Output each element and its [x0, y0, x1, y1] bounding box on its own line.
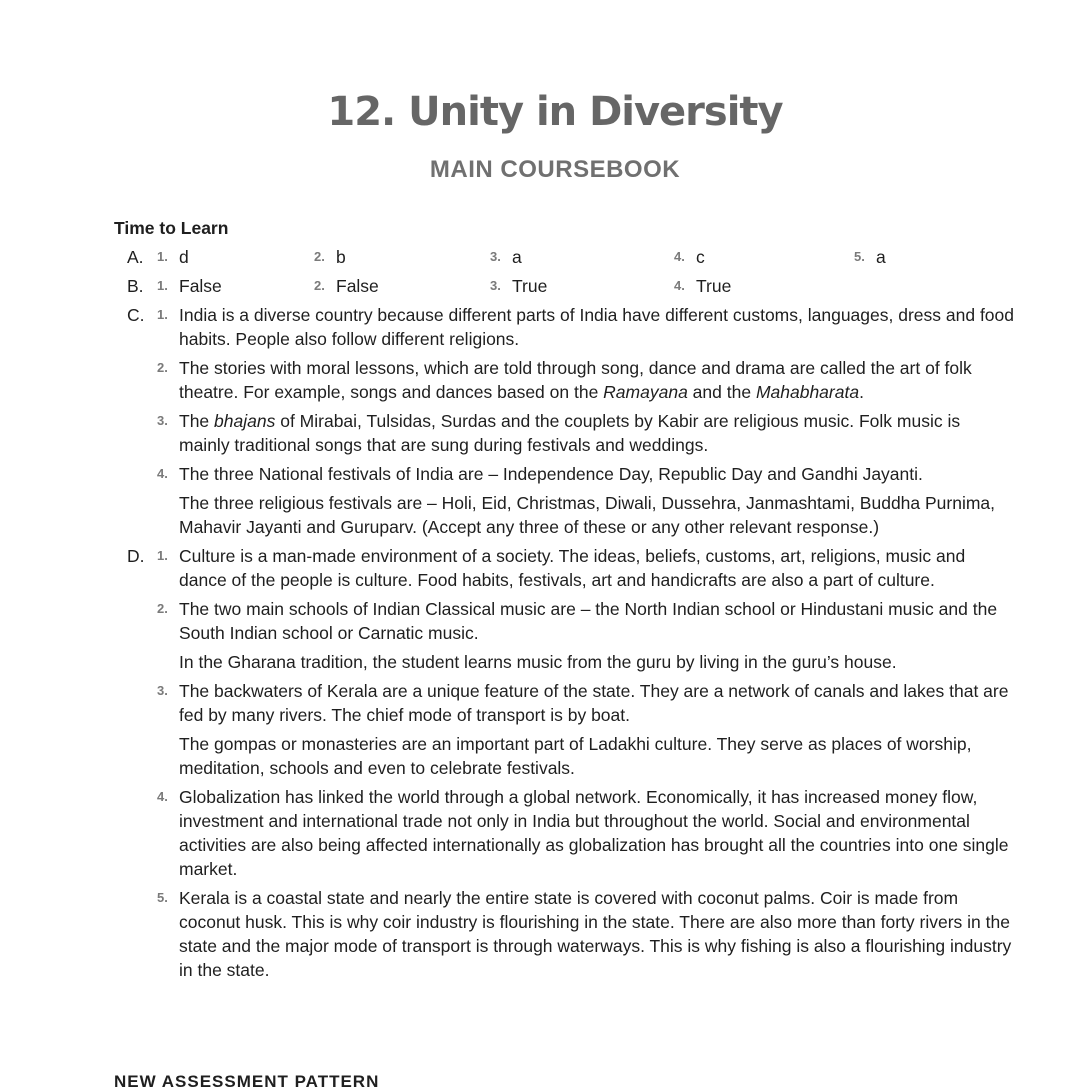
answer-item: [674, 274, 876, 298]
item-number: 2.: [157, 601, 168, 616]
section-heading: Time to Learn: [114, 218, 229, 238]
answer-text: c: [696, 247, 705, 267]
item-number: 2.: [157, 360, 168, 375]
exercise-b-answers: [157, 274, 1014, 298]
item-number: 4.: [674, 278, 685, 293]
answer-item: [157, 886, 1014, 982]
answer-text: The two main schools of Indian Classical music are – the North Indian school or Hindustani music and the South Indian school or Carnatic music.: [179, 599, 998, 643]
item-number: 4.: [157, 789, 168, 804]
exercise-c: [114, 303, 1014, 539]
item-number: 1.: [157, 249, 168, 264]
answer-text: b: [336, 247, 346, 267]
answer-item: [314, 245, 512, 269]
answer-text: Kerala is a coastal state and nearly the entire state is covered with coconut palms. Coir is made from coconut husk. This is why coir industry is flourishing in the state. There are also more than forty rivers in the state and the major mode of transport is through waterways. This is why fishing is also a flourishing industry in the state.: [179, 888, 1012, 980]
answer-item: [490, 245, 696, 269]
item-number: 2.: [314, 249, 325, 264]
answer-text: India is a diverse country because different parts of India have different customs, languages, dress and food habits. People also follow different religions.: [179, 305, 1015, 349]
item-number: 3.: [157, 413, 168, 428]
exercise-c-letter: C.: [127, 305, 145, 325]
answer-text: False: [336, 276, 379, 296]
exercise-b: [114, 274, 1014, 298]
answer-text: a: [512, 247, 522, 267]
answer-item: [157, 303, 1015, 351]
item-number: 3.: [490, 249, 501, 264]
text-run: and the: [687, 382, 756, 402]
answer-item: [490, 274, 696, 298]
emphasis-text: Mahabharata: [755, 382, 860, 402]
answer-text: The three National festivals of India are – Independence Day, Republic Day and Gandhi Jayanti.: [179, 464, 923, 484]
answer-item: [157, 597, 1014, 674]
exercise-a: [114, 245, 1014, 269]
page-title: 12. Unity in Diversity: [327, 89, 783, 135]
emphasis-text: bhajans: [214, 411, 276, 431]
item-number: 5.: [854, 249, 865, 264]
answer-item: [157, 245, 336, 269]
item-number: 3.: [490, 278, 501, 293]
answer-text: The backwaters of Kerala are a unique feature of the state. They are a network of canals and lakes that are fed by many rivers. The chief mode of transport is by boat.: [179, 681, 1009, 725]
item-number: 1.: [157, 307, 168, 322]
exercise-a-letter: A.: [127, 247, 144, 267]
item-number: 1.: [157, 278, 168, 293]
answer-item: [674, 245, 876, 269]
page-subtitle: MAIN COURSEBOOK: [429, 156, 681, 183]
next-section-heading: NEW ASSESSMENT PATTERN: [114, 1072, 380, 1091]
answer-item: [157, 679, 1014, 780]
answer-item: [157, 356, 1014, 404]
answer-item: [157, 462, 1014, 539]
answer-text: [179, 356, 1014, 404]
answer-paragraph: The three religious festivals are – Holi, Eid, Christmas, Diwali, Dussehra, Janmashtami, Buddha Purnima, Mahavir Jayanti and Guruparv. (Accept any three of these or any other relevant response.): [179, 493, 996, 537]
item-number: 1.: [157, 548, 168, 563]
item-number: 4.: [674, 249, 685, 264]
answer-text: Globalization has linked the world through a global network. Economically, it has increased money flow, investment and international trade not only in India but throughout the world. Social and environmental activities are also being affected internationally as globalization has brought all the countries into one single market.: [179, 787, 1009, 879]
item-number: 2.: [314, 278, 325, 293]
answer-text: False: [179, 276, 222, 296]
answer-item: [157, 544, 1014, 592]
text-run: .: [859, 382, 864, 402]
answer-text: a: [876, 247, 886, 267]
answer-item: [854, 245, 976, 269]
exercise-d: [114, 544, 1014, 982]
text-run: of Mirabai, Tulsidas, Surdas and the couplets by Kabir are religious music. Folk music is mainly traditional songs that are sung during festivals and weddings.: [179, 411, 961, 455]
item-number: 3.: [157, 683, 168, 698]
text-run: The stories with moral lessons, which are told through song, dance and drama are called the art of folk theatre. For example, songs and dances based on the: [179, 358, 972, 402]
item-number: 5.: [157, 890, 168, 905]
emphasis-text: Ramayana: [603, 382, 688, 402]
exercise-d-letter: D.: [127, 546, 145, 566]
answer-text: True: [696, 276, 732, 296]
answer-text: [179, 409, 1014, 457]
answer-paragraph: In the Gharana tradition, the student learns music from the guru by living in the guru’s house.: [179, 652, 897, 672]
answer-item: [314, 274, 512, 298]
item-number: 4.: [157, 466, 168, 481]
exercise-b-letter: B.: [127, 276, 144, 296]
answer-text: d: [179, 247, 189, 267]
answer-item: [157, 274, 336, 298]
answer-text: Culture is a man-made environment of a society. The ideas, beliefs, customs, art, religions, music and dance of the people is culture. Food habits, festivals, art and handicrafts are also a part of culture.: [179, 546, 966, 590]
answer-content: [114, 216, 1014, 987]
answer-paragraph: The gompas or monasteries are an important part of Ladakhi culture. They serve as places of worship, meditation, schools and even to celebrate festivals.: [179, 734, 972, 778]
answer-item: [157, 409, 1014, 457]
answer-item: [157, 785, 1014, 881]
answer-text: True: [512, 276, 548, 296]
exercise-a-answers: [157, 245, 1014, 269]
text-run: The: [179, 411, 215, 431]
